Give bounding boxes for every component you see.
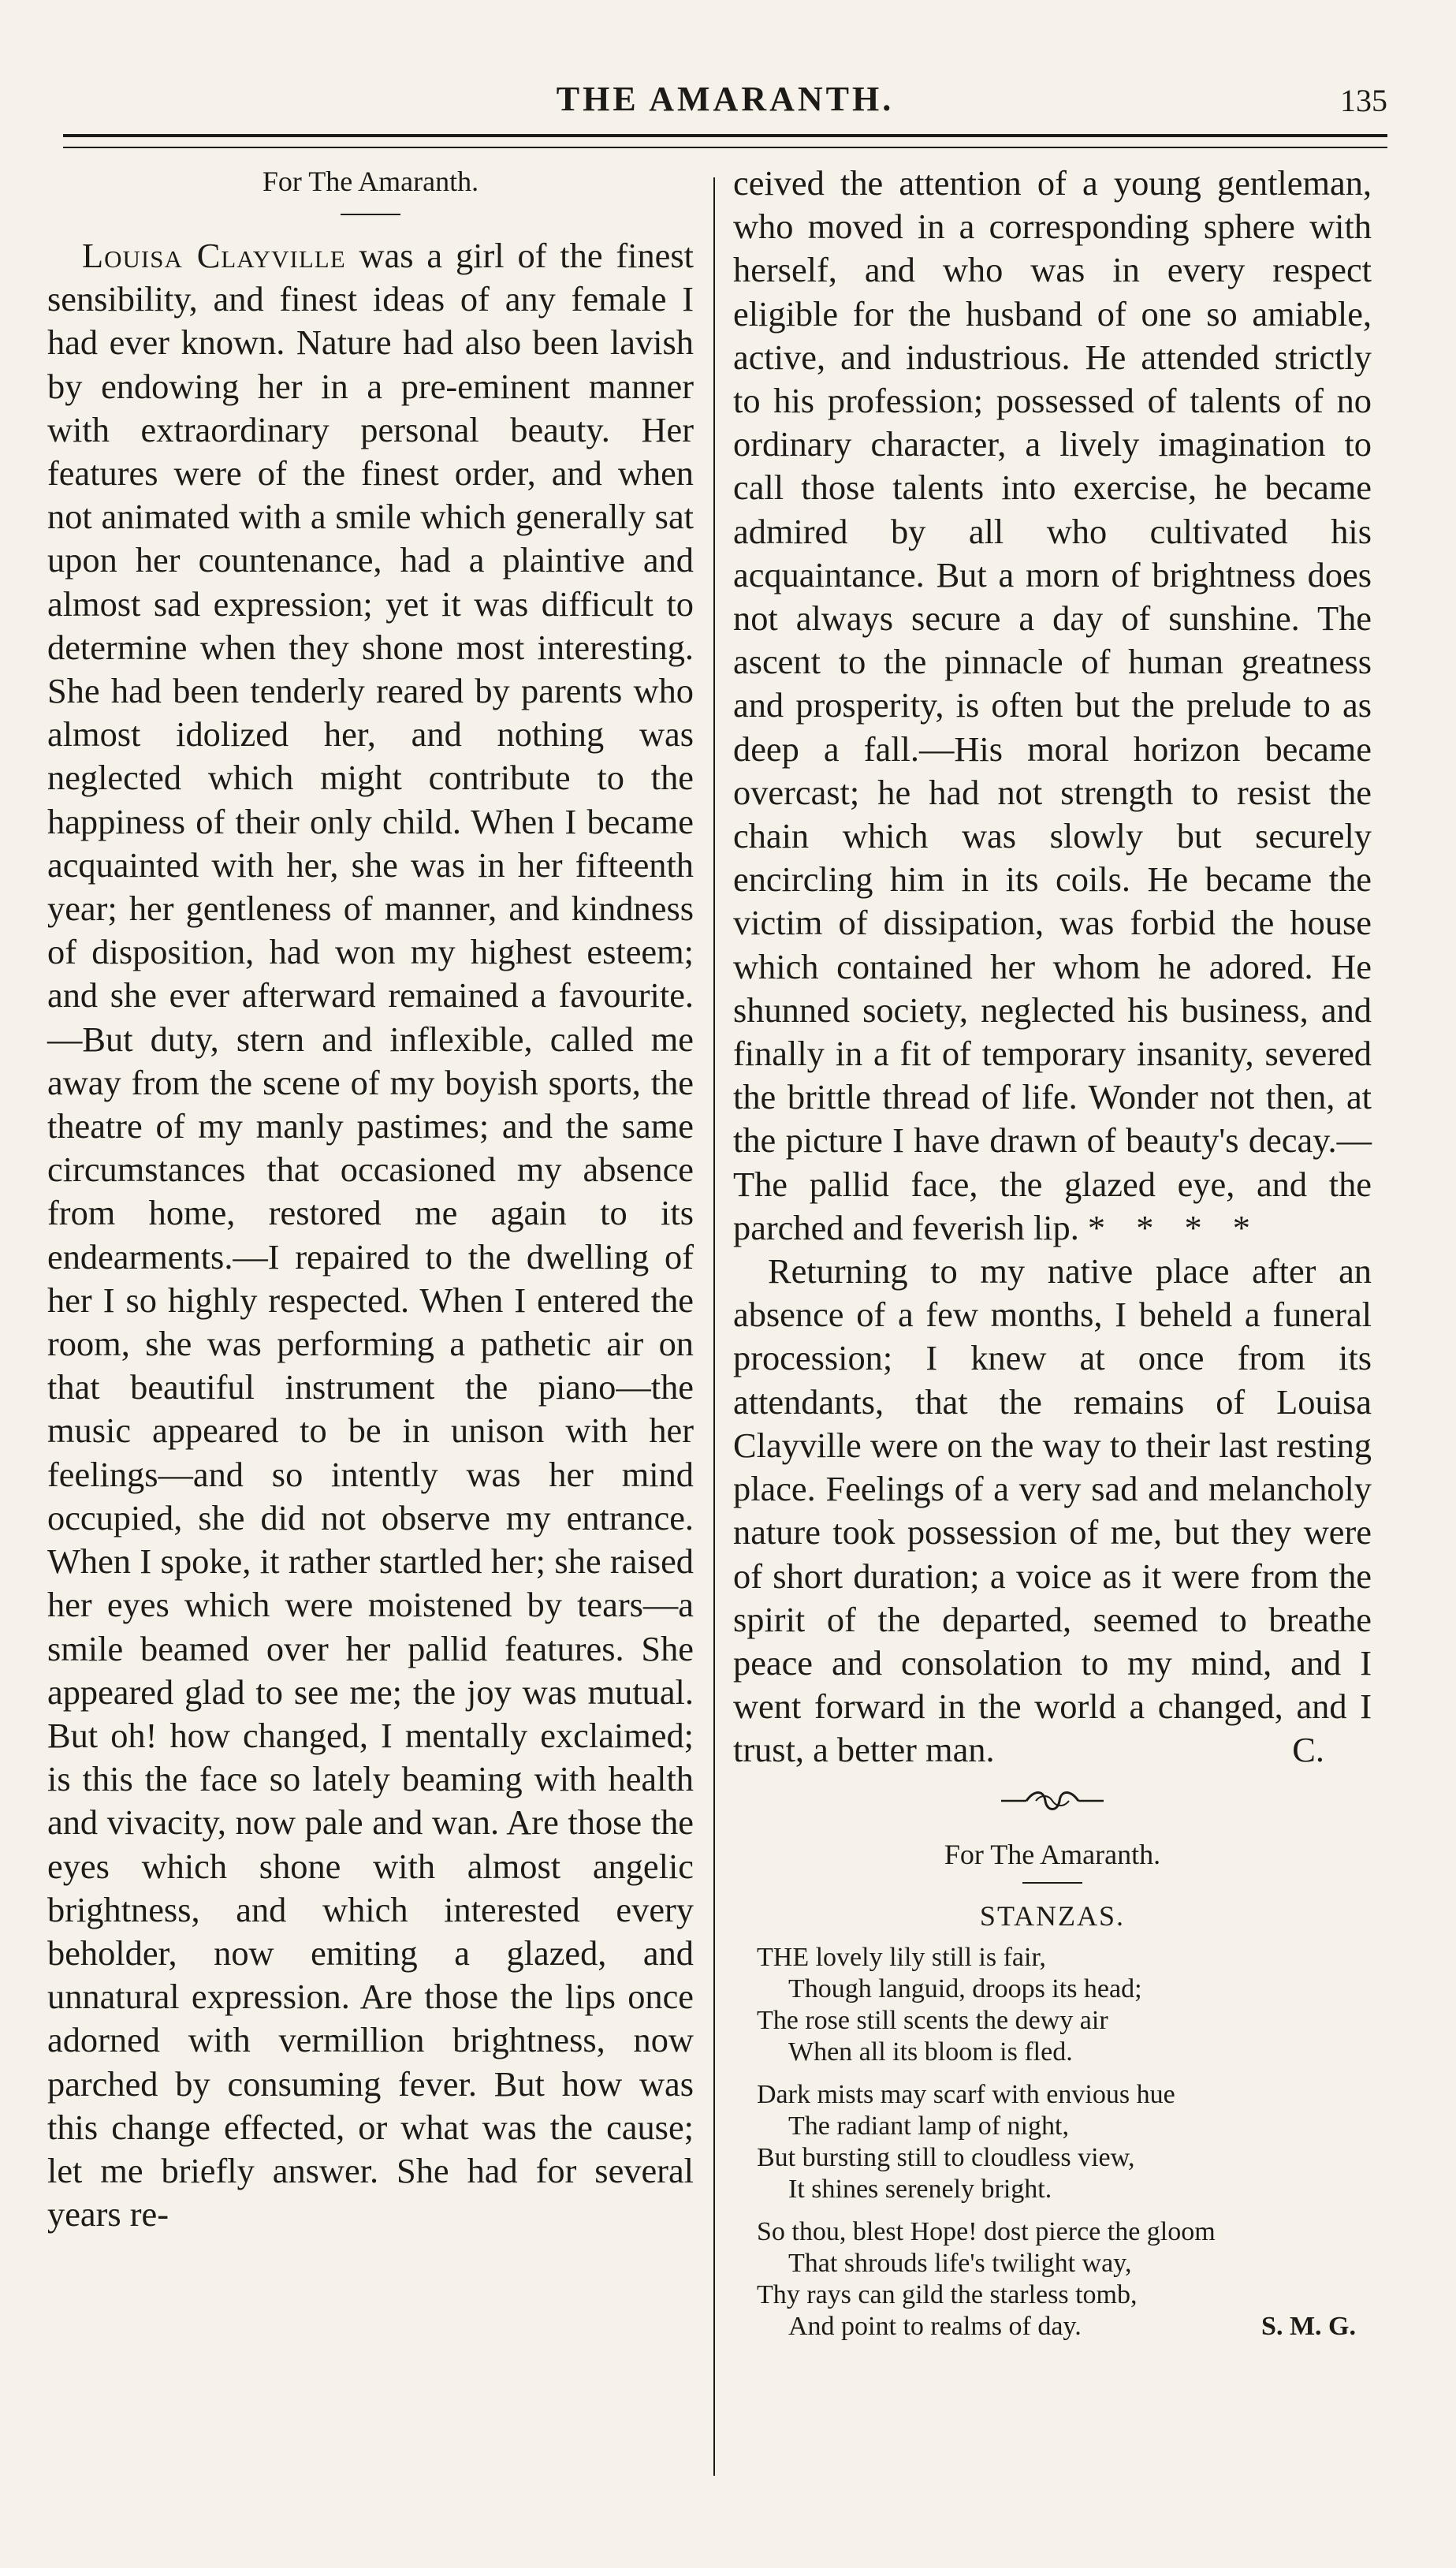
column-divider: [713, 177, 715, 2476]
story-paragraph-1-text: was a girl of the finest sensibility, and finest ideas of any female I had ever known. Nature had also been lavish by endowing her in a pre-eminent manner with extraordinary personal beauty. Her features were of the finest order, and when not animated with a smile which generally sat upon her countenance, had a plaintive and almost sad expression; yet it was difficult to determine when they shone most interesting. She had been tenderly reared by parents who almost idolized her, and nothing was neglected which might contribute to the happiness of their only child. When I became acquainted with her, she was in her fifteenth year; her gentleness of manner, and kindness of disposition, had won my highest esteem; and she ever afterward remained a favourite.—But duty, stern and inflexible, called me away from the scene of my boyish sports, the theatre of my manly pastimes; and the same circumstances that occasioned my absence from home, restored me again to its endearments.—I repaired to the dwelling of her I so highly respected. When I entered the room, she was performing a pathetic air on that beautiful instrument the piano—the music appeared to be in unison with her feelings—and so intently was her mind occupied, she did not observe my entrance. When I spoke, it rather startled her; she raised her eyes which were moistened by tears—a smile beamed over her pallid features. She appeared glad to see me; the joy was mutual. But oh! how changed, I mentally exclaimed; is this the face so lately beaming with health and vivacity, now pale and wan. Are those the eyes which shone with almost angelic brightness, and which interested every beholder, now emiting a glazed, and unnatural expression. Are those the lips once adorned with vermillion brightness, now parched by consuming fever. But how was this change effected, or what was the cause; let me briefly answer. She had for several years re-: [47, 236, 694, 2234]
poem-line: Dark mists may scarf with envious hue: [757, 2079, 1175, 2109]
poem-line: When all its bloom is fled.: [788, 2037, 1073, 2067]
story-signature: C.: [1292, 1730, 1324, 1770]
story-byline: For The Amaranth.: [262, 166, 479, 197]
story-heroine-name: Louisa Clayville: [82, 236, 346, 275]
poem-byline: For The Amaranth.: [944, 1838, 1161, 1870]
journal-title: THE AMARANTH.: [556, 80, 895, 118]
poem-line: The radiant lamp of night,: [788, 2111, 1069, 2141]
story-body-right: [733, 162, 1372, 1772]
story-paragraph-1-continued: [733, 162, 1372, 1250]
poem-line: It shines serenely bright.: [788, 2174, 1052, 2204]
poem-stanza: [757, 2216, 1372, 2343]
poem-title: STANZAS.: [979, 1899, 1126, 1932]
story-paragraph-1: [47, 234, 694, 2236]
story-body-left: [47, 234, 694, 2236]
flourish-ornament-icon: [993, 1787, 1112, 1815]
poem: [757, 1942, 1372, 2343]
poem-line: Thy rays can gild the starless tomb,: [757, 2279, 1138, 2309]
poem-line: [757, 2311, 1372, 2343]
poem-line: THE lovely lily still is fair,: [757, 1942, 1046, 1972]
story-paragraph-2-text: Returning to my native place after an absence of a few months, I beheld a funeral procession; I knew at once from its attendants, that the remains of Louisa Clayville were on the way to their last resting place. Feelings of a very sad and melancholy nature took possession of me, but they were of short duration; a voice as it were from the spirit of the departed, seemed to breathe peace and consolation to my mind, and I went forward in the world a changed, and I trust, a better man.: [733, 1251, 1372, 1770]
poem-initials: S. M. G.: [1261, 2311, 1356, 2341]
poem-line: So thou, blest Hope! dost pierce the gloom: [757, 2216, 1216, 2246]
poem-stanza: [757, 1942, 1372, 2068]
header-double-rule: [63, 134, 1387, 148]
story-paragraph-1-continued-text: ceived the attention of a young gentleman, who moved in a corresponding sphere with herself, and who was in every respect eligible for the husband of one so amiable, active, and industrious. He attended strictly to his profession; possessed of talents of no ordinary character, a lively imagination to call those talents into exercise, he became admired by all who cultivated his acquaintance. But a morn of brightness does not always secure a day of sunshine. The ascent to the pinnacle of human greatness and prosperity, is often but the prelude to as deep a fall.—His moral horizon became overcast; he had not strength to resist the chain which was slowly but securely encircling him in its coils. He became the victim of dissipation, was forbid the house which contained her whom he adored. He shunned society, neglected his business, and finally in a fit of temporary insanity, severed the brittle thread of life. Wonder not then, at the picture I have drawn of beauty's decay.—The pallid face, the glazed eye, and the parched and feverish lip.: [733, 163, 1372, 1247]
poem-stanza: [757, 2079, 1372, 2205]
page-number: 135: [1340, 83, 1387, 118]
poem-last-line-text: And point to realms of day.: [788, 2311, 1082, 2341]
story-paragraph-2: [733, 1250, 1372, 1772]
poem-line: Though languid, droops its head;: [788, 1974, 1142, 2003]
poem-byline-rule: [1022, 1882, 1082, 1884]
left-column: [47, 162, 694, 2236]
running-header: [63, 79, 1387, 126]
section-stars: * * * *: [1087, 1207, 1261, 1247]
right-column: [733, 162, 1372, 2354]
poem-line: But bursting still to cloudless view,: [757, 2142, 1135, 2172]
ornament-divider: [733, 1787, 1372, 1827]
poem-line: That shrouds life's twilight way,: [788, 2248, 1132, 2278]
byline-rule: [341, 214, 400, 215]
poem-line: The rose still scents the dewy air: [757, 2005, 1108, 2035]
